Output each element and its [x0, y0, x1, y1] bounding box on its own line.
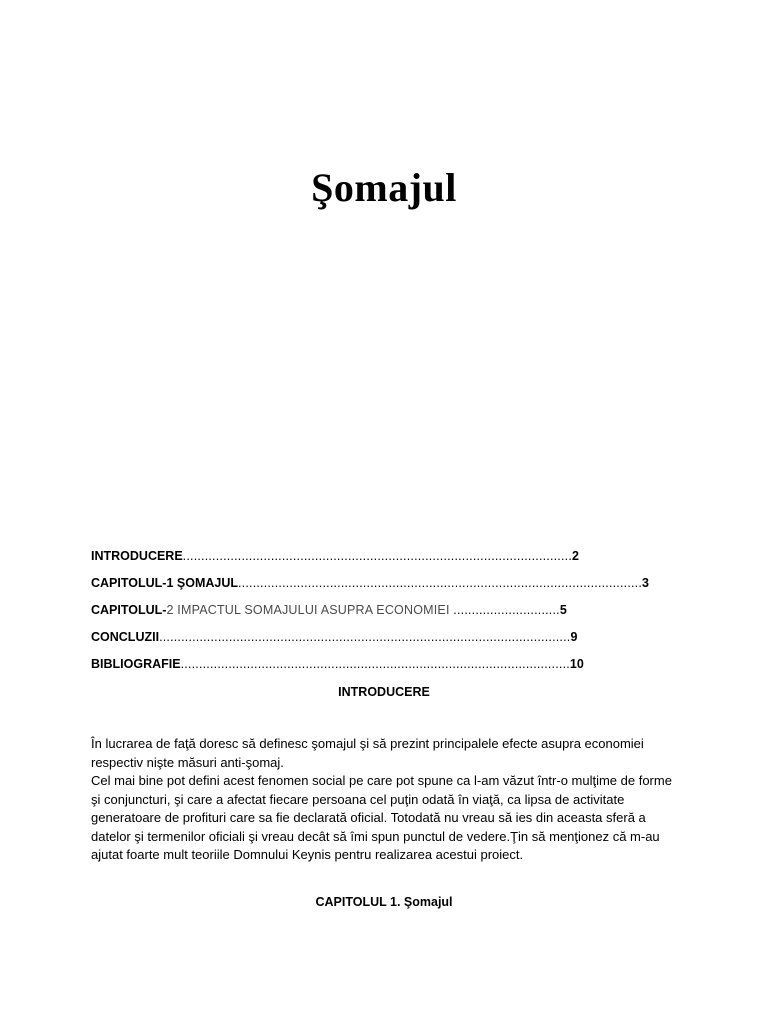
- toc-entry-leader: ..........................................................................................................: [180, 657, 570, 671]
- toc-entry-label: BIBLIOGRAFIE: [91, 657, 181, 671]
- toc-entry-page: 10: [569, 657, 584, 671]
- introduction-paragraph: Cel mai bine pot defini acest fenomen social pe care pot spune ca l-am văzut într-o mulţime de forme şi conjuncturi, şi care a afectat fiecare persoana cel puţin odată în viaţă, ca lipsa de activitate generatoare de profituri care sa fie declarată oficial. Totodată nu vreau să ies din aceasta sferă a datelor şi termenilor oficiali şi vreau decât să îmi spun punctul de vedere.Ţin să menţionez că m-au ajutat foarte mult teoriile Domnului Keynis pentru realizarea acestui proiect.: [91, 773, 672, 862]
- toc-entry-concluzii[interactable]: [91, 628, 691, 655]
- toc-entry-leader: ................................................................................................................: [159, 630, 571, 644]
- toc-entry-page: 5: [559, 603, 567, 617]
- toc-entry-label: CAPITOLUL-1 ŞOMAJUL: [91, 576, 238, 590]
- toc-entry-page: 2: [572, 549, 579, 563]
- toc-entry-label: CAPITOLUL-: [91, 603, 167, 617]
- toc-entry-page: 9: [570, 630, 578, 644]
- toc-entry-bibliografie[interactable]: [91, 655, 691, 682]
- toc-entry-subtitle: 2 IMPACTUL SOMAJULUI ASUPRA ECONOMIEI: [166, 603, 454, 617]
- toc-entry-capitolul-2[interactable]: [91, 601, 691, 628]
- toc-entry-label: CONCLUZII: [91, 630, 160, 644]
- toc-entry-leader: ..........................................................................................................: [182, 549, 572, 563]
- document-title: Şomajul: [311, 165, 457, 210]
- toc-entry-introducere[interactable]: [91, 547, 691, 574]
- table-of-contents: [91, 547, 691, 682]
- introduction-body: [91, 735, 681, 865]
- toc-entry-leader: ..............................................................................................................: [238, 576, 643, 590]
- toc-entry-leader: .............................: [453, 603, 560, 617]
- chapter-1-heading: CAPITOLUL 1. Şomajul: [315, 895, 453, 909]
- toc-entry-label: INTRODUCERE: [91, 549, 183, 563]
- introduction-paragraph: În lucrarea de faţă doresc să definesc şomajul şi să prezint principalele efecte asupra economiei respectiv nişte măsuri anti-şomaj.: [91, 736, 644, 770]
- toc-entry-capitolul-1[interactable]: [91, 574, 691, 601]
- toc-entry-page: 3: [642, 576, 649, 590]
- introduction-heading: INTRODUCERE: [338, 685, 430, 699]
